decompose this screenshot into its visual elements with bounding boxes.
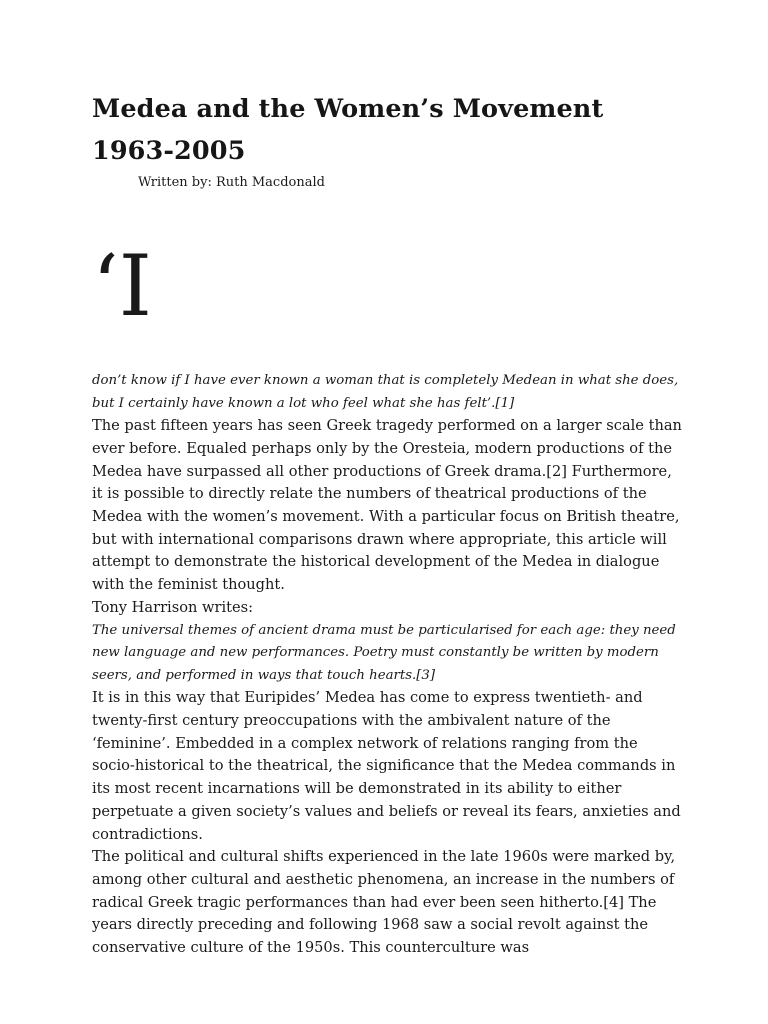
article-page (92, 88, 682, 960)
opening-quote: don’t know if I have ever known a woman that is completely Medean in what she does, but I certainly have known a lot who feel what she has felt’.[1] (92, 373, 679, 411)
body-paragraph-3: It is in this way that Euripides’ Medea has come to express twentieth- and twenty-first century preoccupations with the ambivalent nature of the ‘feminine’. Embedded in a complex network of relations ranging from the socio-historical to the theatrical, the significance that the Medea commands in its most recent incarnations will be demonstrated in its ability to either perpetuate a given society’s values and beliefs or reveal its fears, anxieties and contradictions. (92, 689, 681, 843)
title-line-1: Medea and the Women’s Movement (92, 94, 604, 124)
author-byline: Written by: Ruth Macdonald (138, 175, 325, 190)
harrison-quote: The universal themes of ancient drama must be particularised for each age: they need new language and new performances. Poetry must constantly be written by modern seers, and performed in ways that touch hearts.[3] (92, 622, 676, 683)
body-paragraph-4: The political and cultural shifts experienced in the late 1960s were marked by, among other cultural and aesthetic phenomena, an increase in the numbers of radical Greek tragic performances than had ever been seen hitherto.[4] The years directly preceding and following 1968 saw a social revolt against the conservative culture of the 1950s. This counterculture was (92, 848, 676, 957)
article-title (92, 88, 682, 172)
drop-cap: ‘I (92, 237, 152, 335)
body-paragraph-2: Tony Harrison writes: (92, 598, 254, 616)
title-line-2: 1963-2005 (92, 136, 246, 166)
body-paragraph-1: The past fifteen years has seen Greek tragedy performed on a larger scale than ever before. Equaled perhaps only by the Oresteia, modern productions of the Medea have surpassed all other productions of Greek drama.[2] Furthermore, it is possible to directly relate the numbers of theatrical productions of the Medea with the women’s movement. With a particular focus on British theatre, but with international comparisons drawn where appropriate, this article will attempt to demonstrate the historical development of the Medea in dialogue with the feminist thought. (92, 417, 682, 594)
